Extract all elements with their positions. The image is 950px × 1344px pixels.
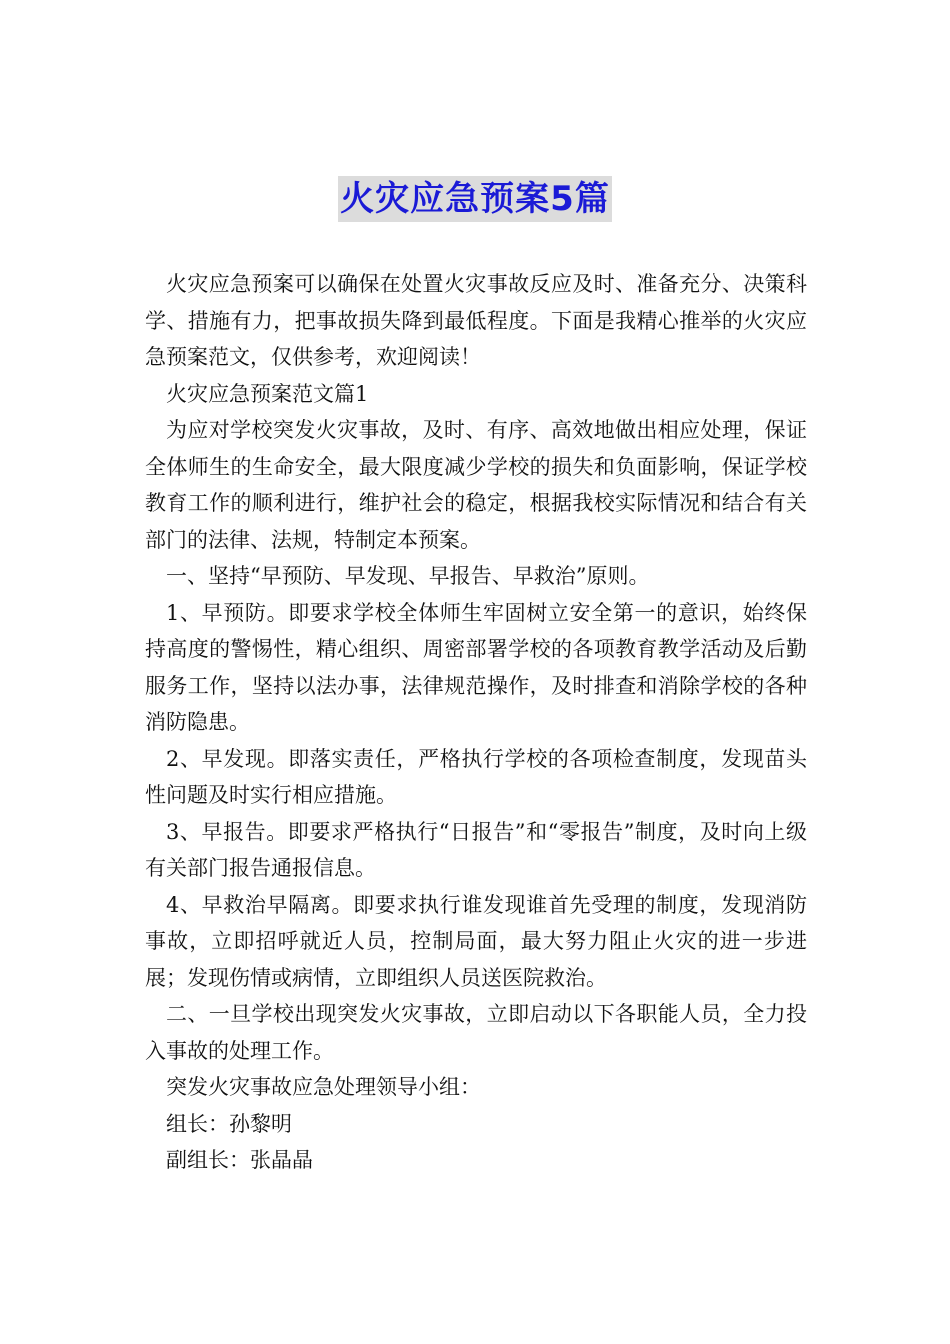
intro-paragraph: 火灾应急预案可以确保在处置火灾事故反应及时、准备充分、决策科学、措施有力，把事故损失降到最低程度。下面是我精心推举的火灾应急预案范文，仅供参考，欢迎阅读！ bbox=[145, 272, 807, 369]
principle-heading: 一、坚持“早预防、早发现、早报告、早救治”原则。 bbox=[166, 564, 650, 588]
purpose-paragraph: 为应对学校突发火灾事故，及时、有序、高效地做出相应处理，保证全体师生的生命安全，最大限度减少学校的损失和负面影响，保证学校教育工作的顺利进行，维护社会的稳定，根据我校实际情况和结合有关部门的法律、法规，特制定本预案。 bbox=[145, 418, 807, 552]
title-container bbox=[0, 176, 950, 222]
principle-item-report: 3、早报告。即要求严格执行“日报告”和“零报告”制度，及时向上级有关部门报告通报信息。 bbox=[145, 819, 807, 880]
deputy-group-leader: 副组长：张晶晶 bbox=[166, 1148, 313, 1172]
group-leader: 组长：孙黎明 bbox=[166, 1111, 292, 1136]
document-body bbox=[145, 266, 807, 1179]
principle-item-treatment: 4、早救治早隔离。即要求执行谁发现谁首先受理的制度，发现消防事故，立即招呼就近人员，控制局面，最大努力阻止火灾的进一步进展；发现伤情或病情，立即组织人员送医院救治。 bbox=[145, 892, 807, 990]
document-title: 火灾应急预案5篇 bbox=[338, 176, 612, 222]
principle-item-discovery: 2、早发现。即落实责任，严格执行学校的各项检查制度，发现苗头性问题及时实行相应措施。 bbox=[145, 746, 807, 807]
leadership-group-label: 突发火灾事故应急处理领导小组： bbox=[166, 1075, 481, 1099]
principle-item-prevention: 1、早预防。即要求学校全体师生牢固树立安全第一的意识，始终保持高度的警惕性，精心组织、周密部署学校的各项教育教学活动及后勤服务工作，坚持以法办事，法律规范操作，及时排查和消除学校的各种消防隐患。 bbox=[145, 600, 807, 734]
section-heading: 火灾应急预案范文篇1 bbox=[166, 381, 369, 406]
response-heading: 二、一旦学校出现突发火灾事故，立即启动以下各职能人员，全力投入事故的处理工作。 bbox=[145, 1002, 807, 1063]
